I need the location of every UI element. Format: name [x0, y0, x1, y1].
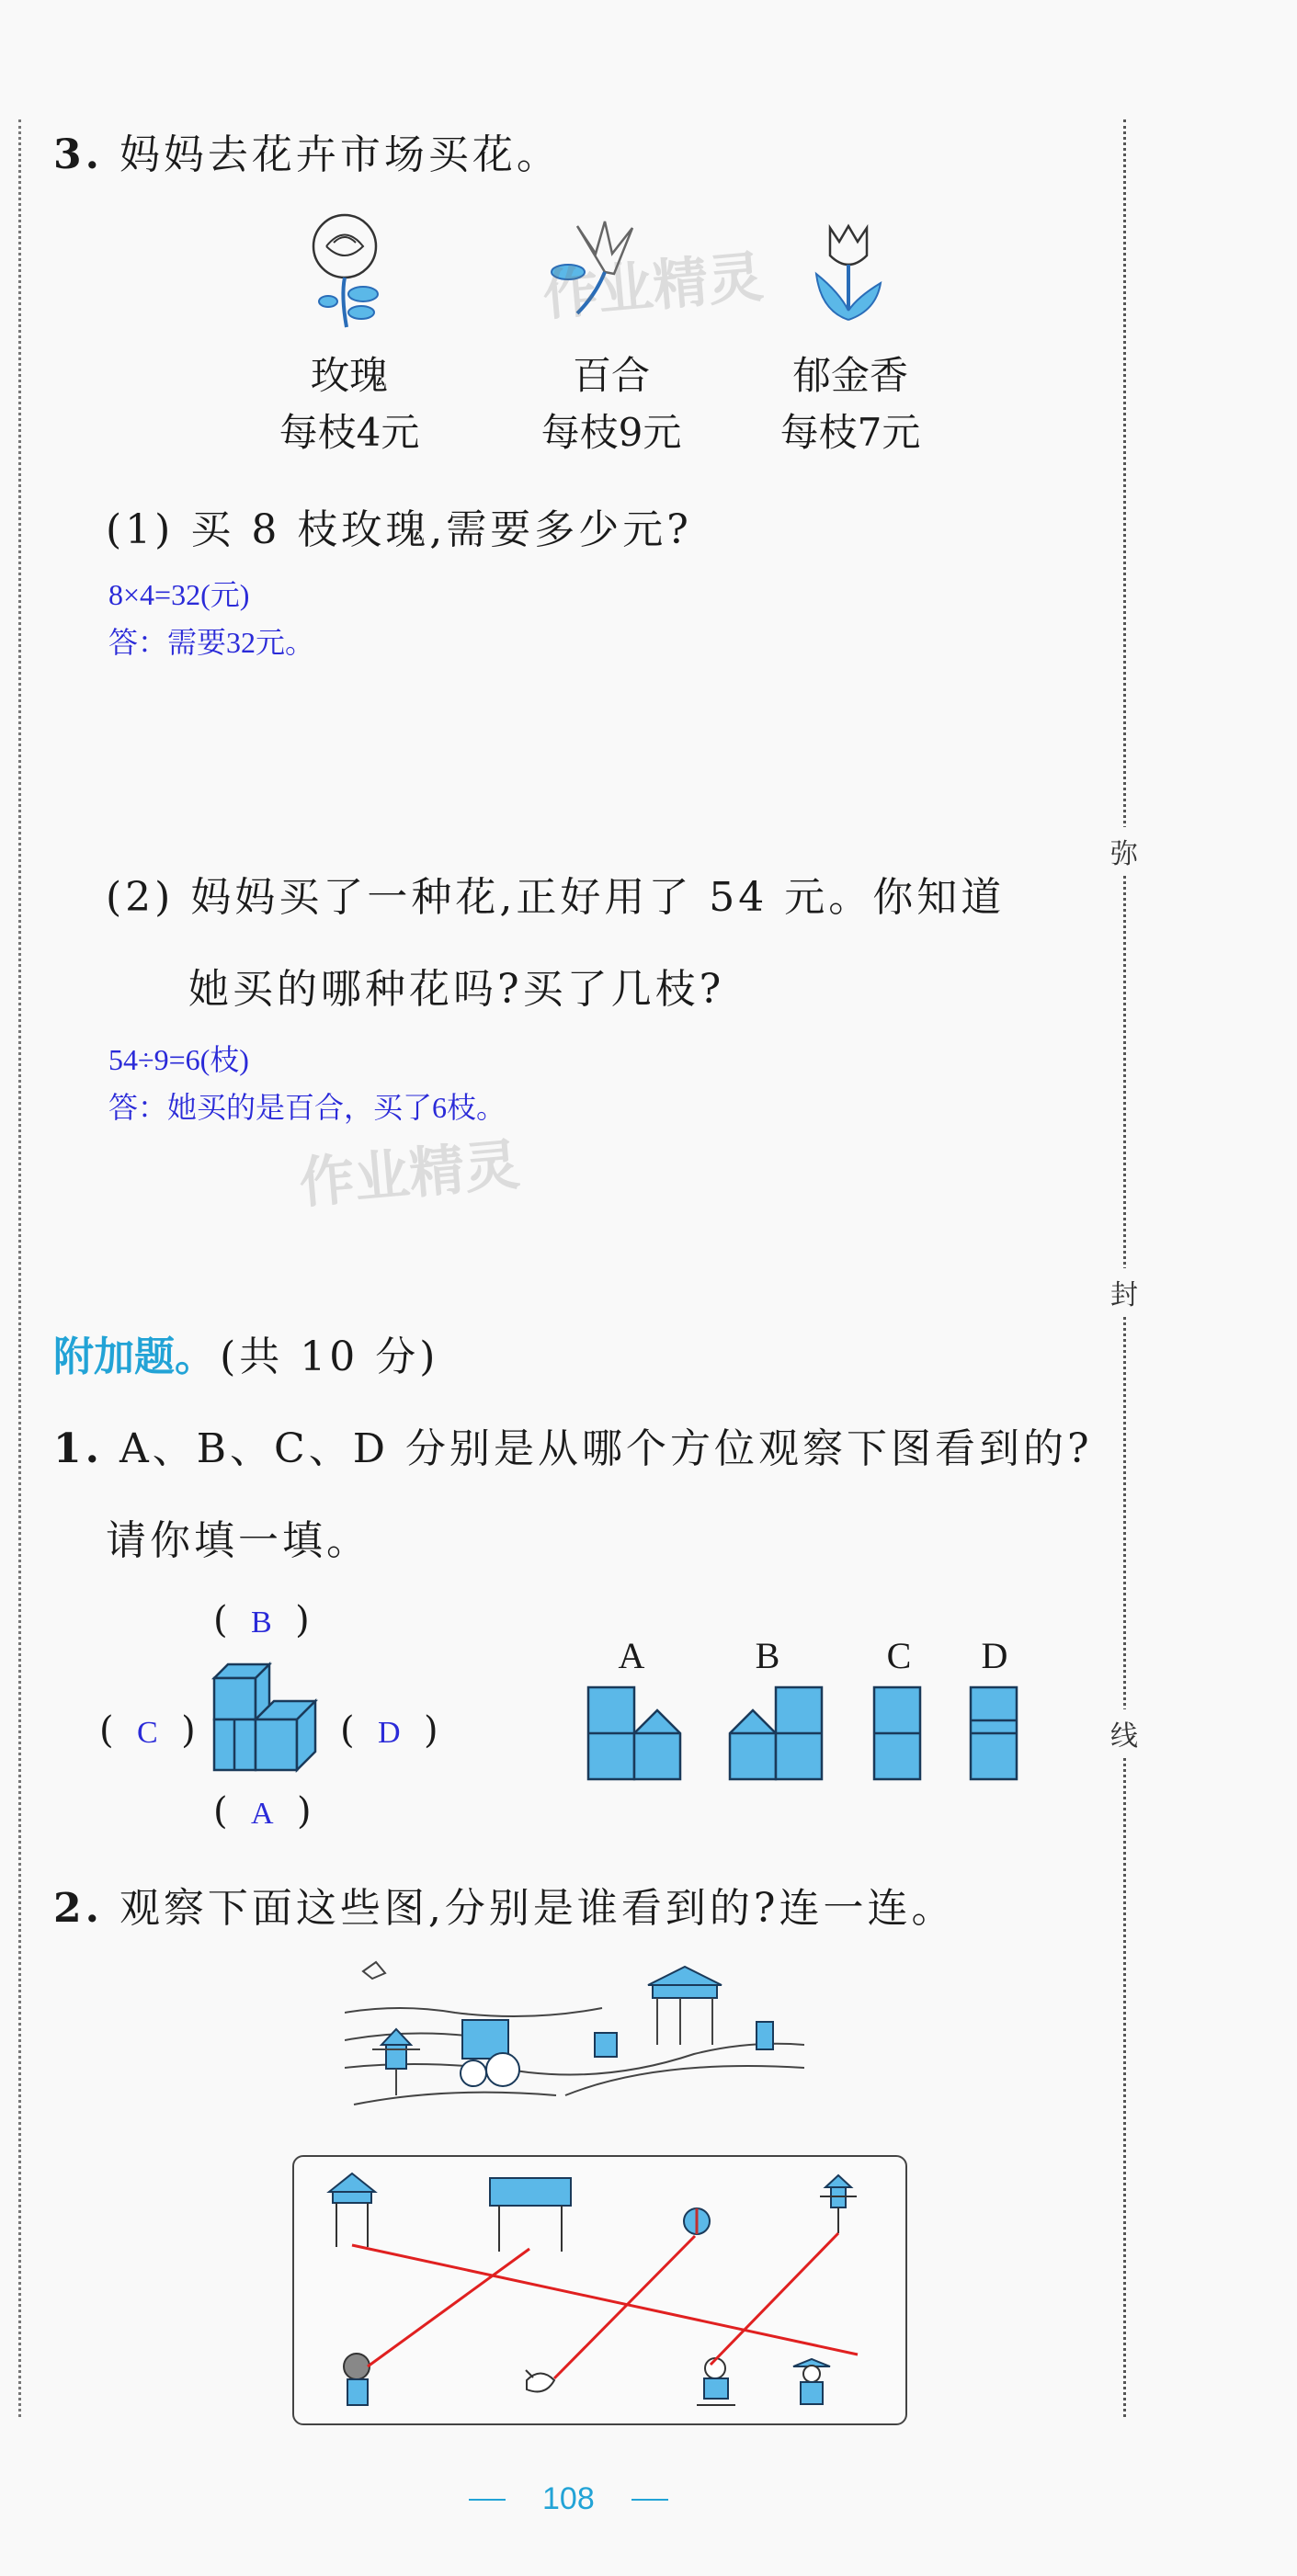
- left-margin-rule: [18, 119, 21, 2417]
- view-label-c: C: [886, 1635, 912, 1676]
- answer-letter: A: [251, 1797, 274, 1831]
- page-number: 108: [542, 2481, 595, 2516]
- subquestion-label: (2): [106, 874, 175, 921]
- view-label-a: A: [618, 1635, 645, 1676]
- watermark-2: 作业精灵: [296, 1132, 523, 1217]
- subquestion-label: (1): [106, 506, 175, 553]
- flower-price: 每枝7元: [779, 410, 921, 455]
- farm-scene-illustration: [345, 1958, 804, 2123]
- answer-2-calc: 54÷9=6(枝): [108, 1043, 249, 1076]
- rose-icon: [299, 210, 409, 329]
- flower-price: 每枝9元: [540, 410, 682, 455]
- view-c-icon: [870, 1684, 926, 1785]
- view-label-b: B: [755, 1635, 780, 1676]
- pavilion-top-view-icon: [490, 2178, 571, 2252]
- flower-price: 每枝4元: [279, 410, 420, 455]
- view-b-icon: [726, 1684, 827, 1785]
- margin-label-xian: 线: [1110, 1709, 1138, 1757]
- page-footer: [469, 2481, 668, 2517]
- answer-1-calc: 8×4=32(元): [108, 578, 250, 611]
- bonus-score: (共 10 分): [220, 1333, 439, 1380]
- matching-area: [292, 2155, 904, 2422]
- question-number: 2.: [53, 1885, 103, 1932]
- pavilion-side-view-icon: [329, 2173, 375, 2247]
- match-line-pavilion-farmer-hat: [352, 2245, 858, 2355]
- answer-left: ( C ): [99, 1709, 196, 1752]
- answer-top: ( B ): [213, 1599, 310, 1641]
- wheel-front-view-icon: [684, 2208, 710, 2234]
- margin-label-feng: 封: [1110, 1268, 1138, 1316]
- farmer-with-hat-icon: [793, 2359, 830, 2404]
- answer-letter: B: [251, 1606, 272, 1640]
- view-label-d: D: [981, 1635, 1008, 1676]
- farmer-walking-icon: [344, 2354, 370, 2405]
- answer-1-text: 答：需要32元。: [108, 626, 315, 659]
- question-number: 1.: [53, 1425, 103, 1472]
- question-text-line2: 请你填一填。: [106, 1517, 370, 1564]
- view-d-icon: [967, 1684, 1022, 1785]
- answer-bottom: ( A ): [213, 1790, 312, 1833]
- subquestion-text-line1: 妈妈买了一种花,正好用了 54 元。你知道: [190, 874, 1006, 921]
- flower-lily: [510, 347, 712, 461]
- answer-2-text: 答：她买的是百合，买了6枝。: [108, 1091, 506, 1124]
- scarecrow-view-icon: [820, 2175, 857, 2233]
- subquestion-1: [106, 496, 692, 555]
- question-3: [53, 121, 561, 180]
- question-number: 3.: [53, 131, 103, 178]
- margin-label-mi: 弥: [1110, 827, 1138, 875]
- question-text-line1: A、B、C、D 分别是从哪个方位观察下图看到的?: [119, 1425, 1093, 1472]
- person-sitting-icon: [697, 2358, 735, 2405]
- flower-name: 郁金香: [791, 353, 908, 398]
- flower-rose: [248, 347, 450, 461]
- match-lines: [352, 2233, 858, 2378]
- question-text: 观察下面这些图,分别是谁看到的?连一连。: [119, 1885, 956, 1932]
- cube-structure-icon: [210, 1660, 338, 1779]
- match-line-wheel-bird: [554, 2236, 695, 2378]
- subquestion-2: [106, 864, 1005, 923]
- answer-letter: D: [378, 1716, 401, 1750]
- answer-right: ( D ): [340, 1709, 438, 1752]
- bonus-question-1: [53, 1415, 1093, 1474]
- bonus-header: [53, 1323, 438, 1382]
- flower-name: 百合: [572, 353, 650, 398]
- bird-icon: [526, 2370, 554, 2391]
- view-a-icon: [585, 1684, 686, 1785]
- bonus-question-2: [53, 1875, 956, 1934]
- watermark: 作业精灵: [540, 244, 767, 329]
- question-text: 妈妈去花卉市场买花。: [119, 131, 561, 178]
- bonus-title: 附加题: [53, 1333, 175, 1380]
- subquestion-text-line2: 她买的哪种花吗?买了几枝?: [188, 966, 725, 1013]
- bonus-title-mark: 。: [175, 1333, 215, 1380]
- footer-rule-left: [469, 2499, 506, 2501]
- flower-tulip: [749, 347, 951, 461]
- subquestion-text: 买 8 枝玫瑰,需要多少元?: [190, 506, 692, 553]
- tulip-icon: [807, 219, 890, 329]
- flower-name: 玫瑰: [310, 353, 388, 398]
- footer-rule-right: [631, 2499, 668, 2501]
- answer-letter: C: [137, 1716, 158, 1750]
